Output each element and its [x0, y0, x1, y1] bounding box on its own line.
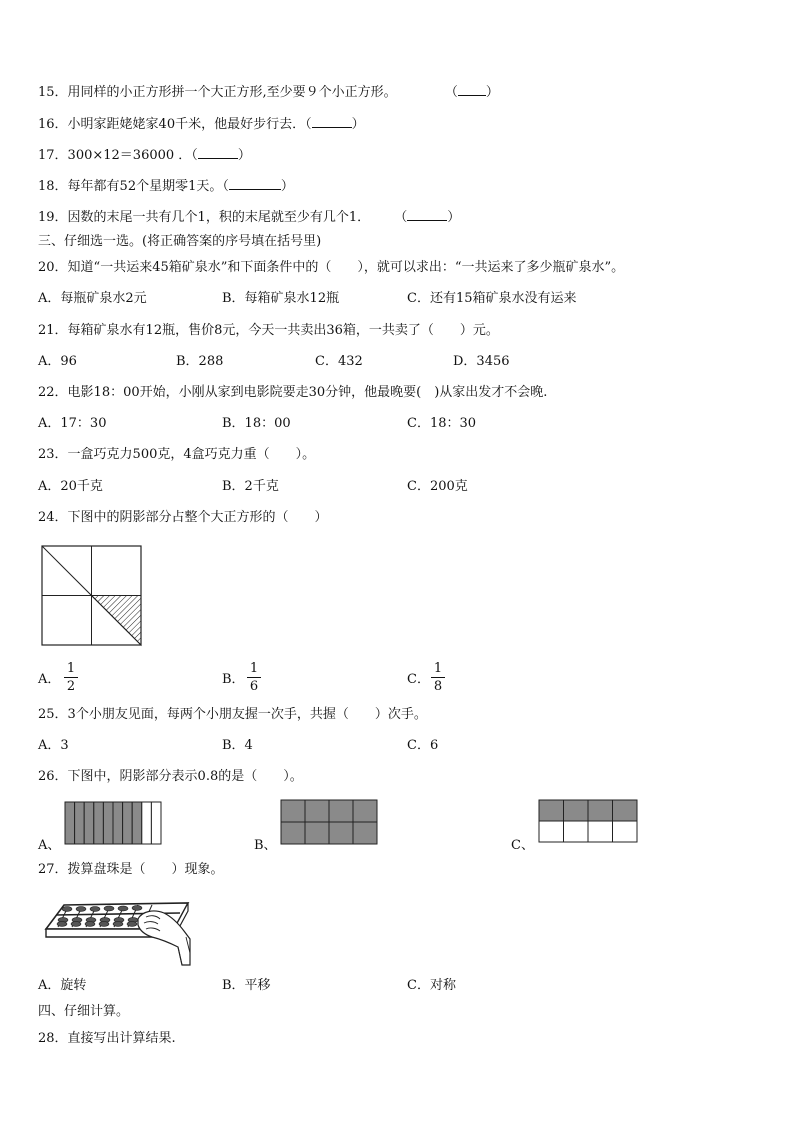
option-c[interactable]: C．18：30: [407, 416, 477, 431]
option-a[interactable]: A．3: [38, 738, 69, 753]
shaded-strip: [75, 802, 85, 844]
answer-blank[interactable]: [198, 146, 238, 159]
option-c[interactable]: C．对称: [407, 978, 456, 993]
shaded-strip: [132, 802, 142, 844]
question-number: 19．: [38, 210, 68, 225]
abacus-illustration: [42, 893, 192, 971]
question-23: 23．一盒巧克力500克，4盒巧克力重（ ）。: [38, 447, 316, 462]
shaded-triangle: [92, 596, 142, 646]
question-text: 用同样的小正方形拼一个大正方形,至少要９个小正方形。: [67, 85, 397, 100]
shaded-strip: [103, 802, 113, 844]
option-b[interactable]: B、: [254, 838, 277, 853]
answer-blank[interactable]: [458, 83, 486, 96]
shaded-strip: [94, 802, 104, 844]
answer-blank[interactable]: [229, 177, 281, 190]
question-number: 16．: [38, 117, 68, 132]
shaded-strip: [65, 802, 75, 844]
question-20: 20．知道“一共运来45箱矿泉水”和下面条件中的（ ），就可以求出：“一共运来了多少瓶矿泉水”。: [38, 260, 625, 275]
question-26: 26．下图中，阴影部分表示0.8的是（ ）。: [38, 769, 303, 784]
option-c[interactable]: C．: [407, 672, 430, 687]
figure-b-grid: [279, 798, 379, 846]
option-a[interactable]: A．17：30: [38, 416, 107, 431]
question-text: 每年都有52个星期零1天。: [67, 179, 223, 194]
shaded-strip: [84, 802, 94, 844]
answer-blank[interactable]: [407, 208, 447, 221]
empty-strip: [151, 802, 161, 844]
option-b[interactable]: B．: [222, 672, 245, 687]
question-27: 27．拨算盘珠是（ ）现象。: [38, 862, 224, 877]
question-18: 18．每年都有52个星期零1天。（ ）: [38, 179, 294, 194]
option-c[interactable]: C．200克: [407, 479, 468, 494]
option-c[interactable]: C、: [511, 838, 534, 853]
option-d[interactable]: D．3456: [453, 354, 510, 369]
option-a[interactable]: A．20千克: [38, 479, 103, 494]
option-c[interactable]: C．6: [407, 738, 439, 753]
option-b[interactable]: B．2千克: [222, 479, 279, 494]
option-b[interactable]: B．平移: [222, 978, 271, 993]
question-19: 19．因数的末尾一共有几个1，积的末尾就至少有几个1． （ ）: [38, 210, 461, 225]
figure-c-grid: [537, 798, 639, 844]
section-heading-3: 三、仔细选一选。(将正确答案的序号填在括号里): [38, 234, 322, 249]
question-21: 21．每箱矿泉水有12瓶，售价8元，今天一共卖出36箱，一共卖了（ ）元。: [38, 323, 499, 338]
question-25: 25．3个小朋友见面，每两个小朋友握一次手，共握（ ）次手。: [38, 707, 427, 722]
question-number: 18．: [38, 179, 68, 194]
fraction-c: 1 8: [431, 661, 445, 694]
question-24: 24．下图中的阴影部分占整个大正方形的（ ）: [38, 510, 328, 525]
figure-a-strips: [63, 800, 163, 846]
option-b[interactable]: B．4: [222, 738, 253, 753]
fraction-b: 1 6: [247, 661, 261, 694]
option-a[interactable]: A．旋转: [38, 978, 87, 993]
shaded-strip: [123, 802, 133, 844]
option-a[interactable]: A．: [38, 672, 61, 687]
question-22: 22．电影18：00开始，小刚从家到电影院要走30分钟，他最晚要( )从家出发才不会晚.: [38, 385, 548, 400]
option-b[interactable]: B．288: [176, 354, 224, 369]
answer-blank[interactable]: [312, 115, 352, 128]
fraction-a: 1 2: [64, 661, 78, 694]
question-number: 17．: [38, 148, 68, 163]
question-text: 因数的末尾一共有几个1，积的末尾就至少有几个1．: [67, 210, 371, 225]
option-c[interactable]: C．还有15箱矿泉水没有运来: [407, 291, 577, 306]
question-text: 小明家距姥姥家40千米，他最好步行去．: [67, 117, 306, 132]
empty-strip: [142, 802, 152, 844]
question-16: 16．小明家距姥姥家40千米，他最好步行去．（ ）: [38, 117, 365, 132]
question-15: 15．用同样的小正方形拼一个大正方形,至少要９个小正方形。 （ ）: [38, 85, 499, 100]
section-heading-4: 四、仔细计算。: [38, 1004, 130, 1019]
option-b[interactable]: B．每箱矿泉水12瓶: [222, 291, 340, 306]
option-a[interactable]: A．每瓶矿泉水2元: [38, 291, 147, 306]
shaded-strip: [113, 802, 123, 844]
question-text: 300×12＝36000 ．: [67, 148, 192, 163]
square-diagram: [41, 545, 143, 647]
option-a[interactable]: A、: [38, 838, 61, 853]
option-a[interactable]: A．96: [38, 354, 77, 369]
option-b[interactable]: B．18：00: [222, 416, 291, 431]
question-number: 15．: [38, 85, 68, 100]
option-c[interactable]: C．432: [315, 354, 363, 369]
question-17: 17．300×12＝36000 ．（ ）: [38, 148, 251, 163]
question-28: 28．直接写出计算结果.: [38, 1031, 176, 1046]
